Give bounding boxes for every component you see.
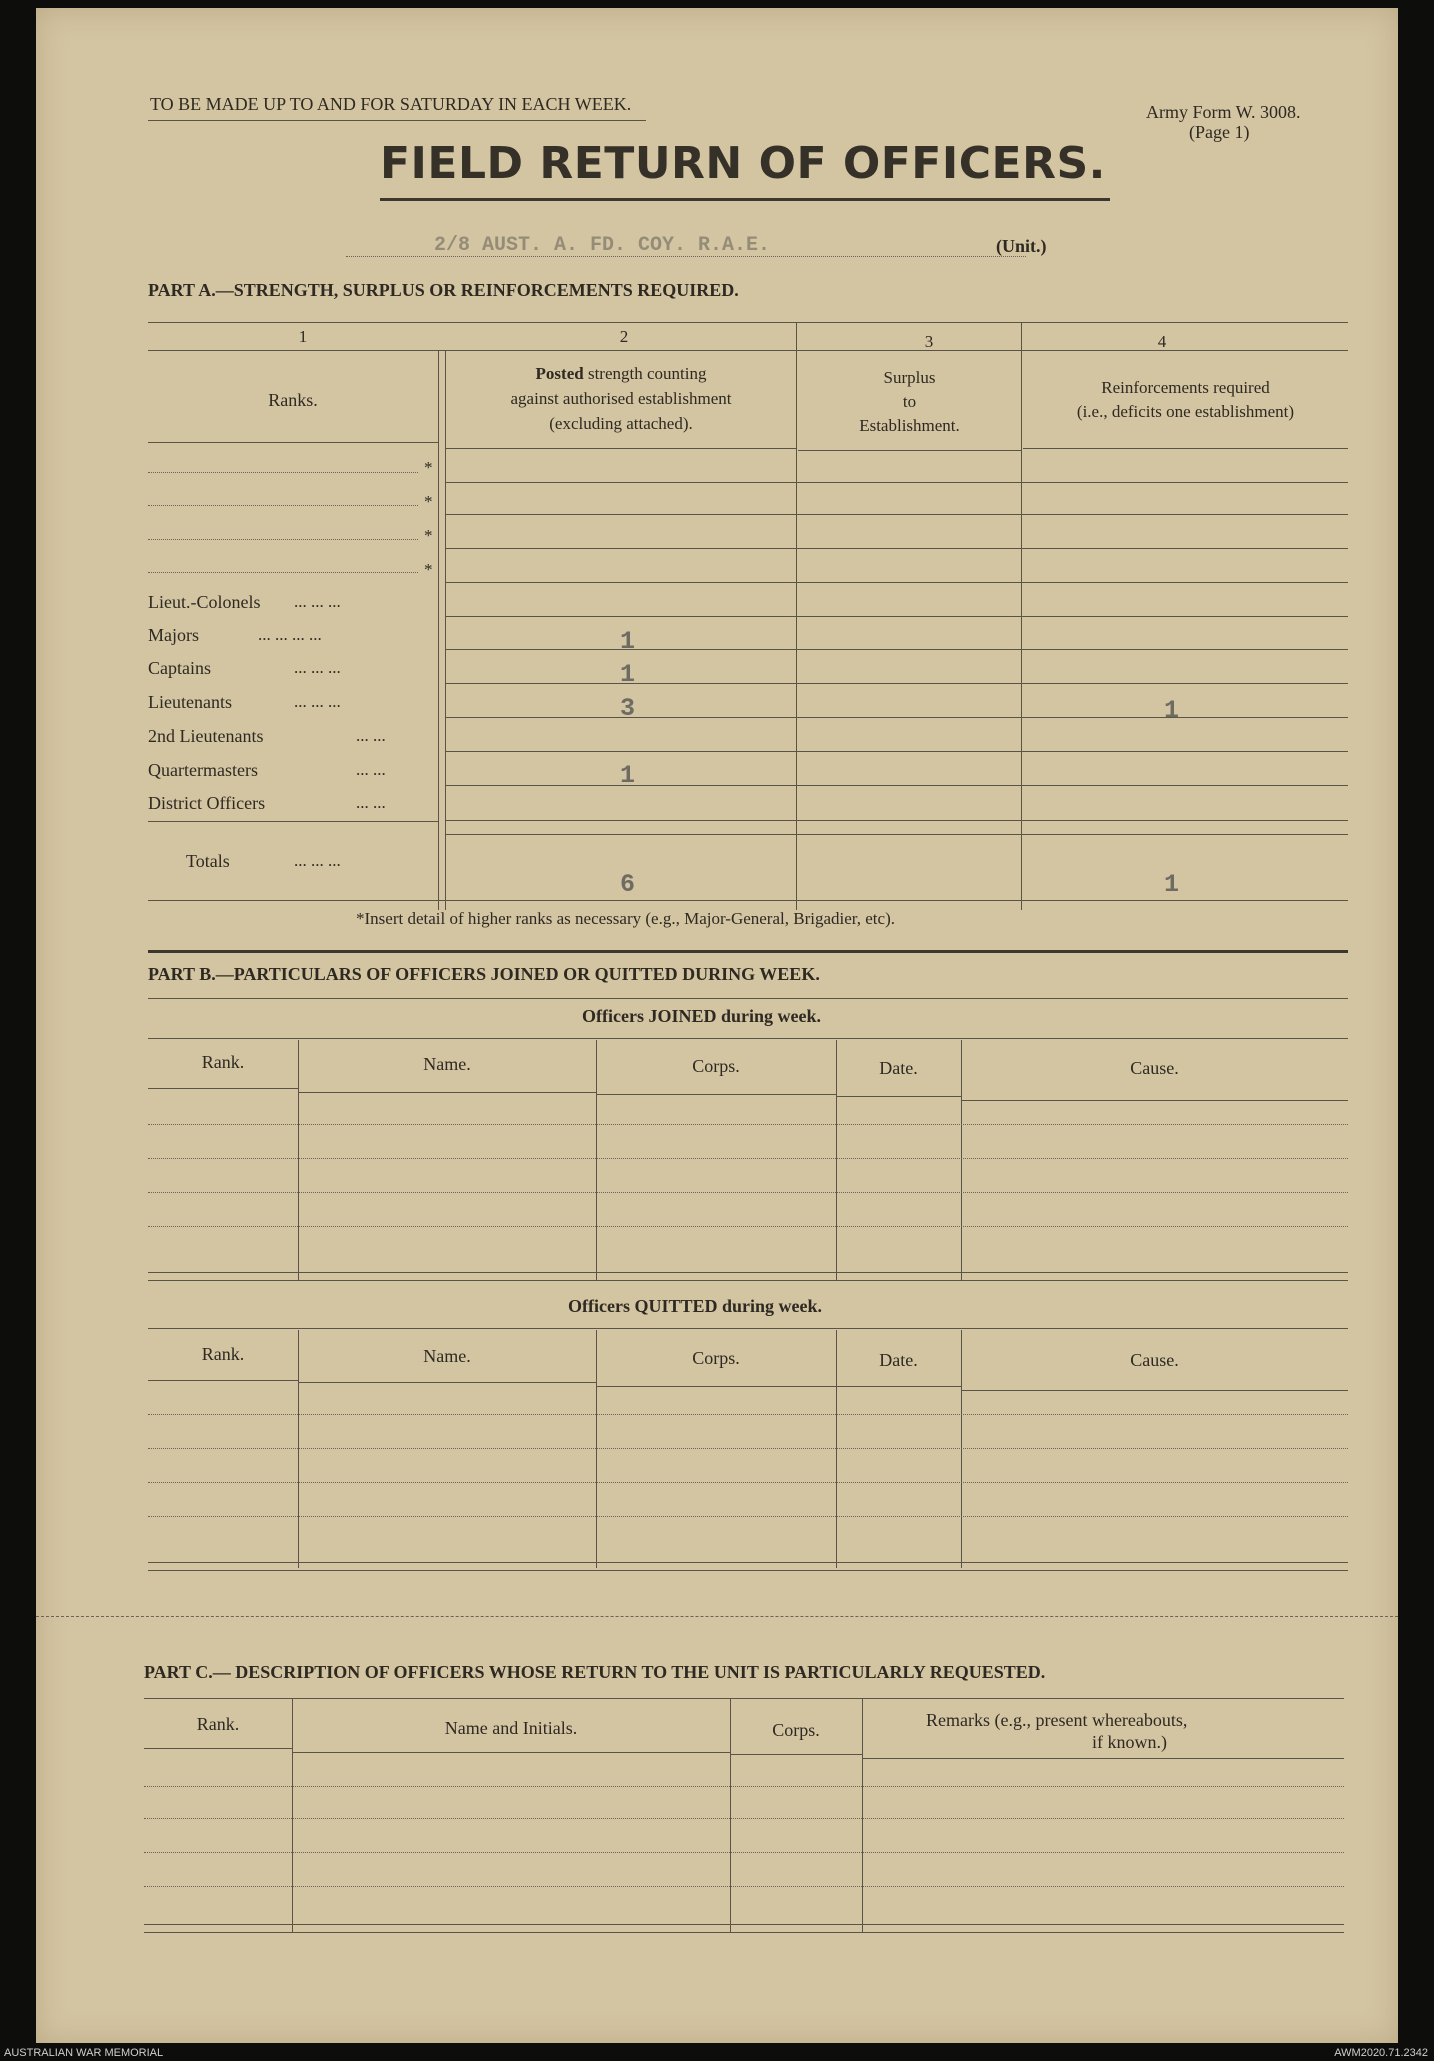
part-c-col-corps: Corps.	[772, 1720, 820, 1740]
col-number-4: 4	[1157, 332, 1167, 351]
grid-row-rule	[446, 683, 1348, 684]
joined-subheader-rule	[596, 1094, 836, 1095]
perforation-line	[36, 1616, 1398, 1617]
part-c-col-rank: Rank.	[196, 1714, 240, 1734]
posted-header-bold: Posted	[535, 364, 584, 383]
joined-subheader-rule	[148, 1088, 298, 1089]
joined-col-name: Name.	[423, 1054, 471, 1074]
quitted-col-corps: Corps.	[692, 1348, 740, 1368]
col-number-2: 2	[619, 327, 629, 346]
reinf-lieutenants: 1	[1164, 696, 1180, 725]
unit-line	[346, 256, 1026, 257]
grid-row-rule	[446, 649, 1348, 650]
surplus-header-3: Establishment.	[859, 416, 960, 435]
rank-dots: ... ... ...	[294, 692, 341, 711]
rank-label: Lieutenants	[148, 692, 232, 712]
grid-row-rule	[446, 548, 1348, 549]
posted-header-2: against authorised establishment	[510, 389, 732, 408]
posted-majors: 1	[620, 627, 636, 656]
joined-col-date: Date.	[879, 1058, 918, 1078]
totals-top-rule	[446, 834, 1348, 835]
posted-quartermasters: 1	[620, 761, 636, 790]
col-number-1: 1	[298, 327, 308, 346]
quitted-bottom-rule-2	[148, 1570, 1348, 1571]
grid-row-rule	[446, 514, 1348, 515]
rank-dots: ... ... ...	[294, 658, 341, 677]
part-a-top-rule	[148, 322, 1348, 323]
totals-label: Totals	[186, 851, 230, 871]
quitted-title: Officers QUITTED during week.	[568, 1296, 822, 1316]
joined-col-cause: Cause.	[1130, 1058, 1179, 1078]
part-c-subheader-rule	[144, 1748, 292, 1749]
archive-credit: AUSTRALIAN WAR MEMORIAL	[4, 2047, 164, 2059]
totals-dots: ... ... ...	[294, 851, 341, 870]
part-a-heading: PART A.—STRENGTH, SURPLUS OR REINFORCEMENTS REQUIRED.	[148, 280, 739, 300]
part-c-row-rule	[144, 1786, 1344, 1787]
surplus-header-1: Surplus	[883, 368, 936, 387]
ranks-bottom-rule	[148, 821, 438, 822]
instruction-text: TO BE MADE UP TO AND FOR SATURDAY IN EACH WEEK.	[150, 94, 632, 114]
grid-row-rule	[446, 820, 1348, 821]
rank-dots: ... ... ... ...	[258, 625, 322, 644]
part-a-number-rule	[148, 350, 1348, 351]
quitted-row-rule	[148, 1414, 1348, 1415]
form-number: Army Form W. 3008.	[1146, 102, 1301, 122]
quitted-subheader-rule	[298, 1382, 596, 1383]
quitted-bottom-rule	[148, 1562, 1348, 1563]
joined-subheader-rule	[298, 1092, 596, 1093]
quitted-header-top	[148, 1328, 1348, 1329]
part-b-heading: PART B.—PARTICULARS OF OFFICERS JOINED OR QUITTED DURING WEEK.	[148, 964, 820, 984]
joined-row-rule	[148, 1124, 1348, 1125]
quitted-subheader-rule	[836, 1386, 961, 1387]
grid-row-rule	[446, 616, 1348, 617]
part-c-row-rule	[144, 1818, 1344, 1819]
rank-label: Captains	[148, 658, 211, 678]
star-mark: *	[424, 526, 433, 545]
rank-dots: ... ... ...	[294, 592, 341, 611]
part-c-col-remarks-2: if known.)	[1092, 1732, 1167, 1752]
footnote: *Insert detail of higher ranks as necessary (e.g., Major-General, Brigadier, etc).	[356, 909, 895, 928]
grid-row-rule	[446, 785, 1348, 786]
posted-header-line1: strength counting	[587, 364, 707, 383]
rank-label: Majors	[148, 625, 199, 645]
rank-dots: ... ...	[356, 760, 386, 779]
part-a-divider-1b	[445, 350, 446, 910]
form-title: FIELD RETURN OF OFFICERS.	[380, 138, 1106, 189]
joined-row-rule	[148, 1192, 1348, 1193]
quitted-row-rule	[148, 1516, 1348, 1517]
title-underline	[380, 198, 1110, 201]
page-number: (Page 1)	[1189, 122, 1250, 142]
reinf-total: 1	[1164, 870, 1180, 899]
unit-label: (Unit.)	[996, 236, 1047, 256]
star-mark: *	[424, 560, 433, 579]
form-sheet	[36, 8, 1398, 2043]
ranks-header-rule	[148, 442, 438, 443]
joined-col-divider	[298, 1040, 299, 1280]
part-c-col-name: Name and Initials.	[444, 1718, 578, 1738]
joined-bottom-rule	[148, 1272, 1348, 1273]
part-c-heading: PART C.— DESCRIPTION OF OFFICERS WHOSE RETURN TO THE UNIT IS PARTICULARLY REQUESTED.	[144, 1662, 1046, 1682]
posted-captains: 1	[620, 660, 636, 689]
joined-subheader-rule	[961, 1100, 1348, 1101]
part-c-subheader-rule	[730, 1754, 862, 1755]
joined-col-corps: Corps.	[692, 1056, 740, 1076]
rank-label: 2nd Lieutenants	[148, 726, 264, 746]
joined-row-rule	[148, 1158, 1348, 1159]
posted-header-1	[446, 364, 796, 384]
quitted-row-rule	[148, 1448, 1348, 1449]
quitted-subheader-rule	[961, 1390, 1348, 1391]
rank-label: District Officers	[148, 793, 266, 813]
rank-dots: ... ...	[356, 726, 386, 745]
part-c-top-rule	[144, 1698, 1344, 1699]
part-c-row-rule	[144, 1852, 1344, 1853]
blank-rank-line	[148, 539, 418, 540]
surplus-header-2: to	[902, 392, 917, 411]
joined-col-rank: Rank.	[201, 1052, 245, 1072]
unit-value: 2/8 AUST. A. FD. COY. R.A.E.	[434, 234, 771, 257]
blank-rank-line	[148, 572, 418, 573]
rank-label: Lieut.-Colonels	[148, 592, 261, 612]
grid-row-rule	[446, 482, 1348, 483]
quitted-col-rank: Rank.	[201, 1344, 245, 1364]
rank-dots: ... ...	[356, 793, 386, 812]
part-c-subheader-rule	[292, 1752, 730, 1753]
blank-rank-line	[148, 472, 418, 473]
part-c-bottom-rule-2	[144, 1932, 1344, 1933]
col-number-3: 3	[924, 332, 934, 351]
quitted-subheader-rule	[596, 1386, 836, 1387]
reinf-header-2: (i.e., deficits one establishment)	[1076, 402, 1295, 421]
grid-row-rule	[446, 751, 1348, 752]
part-a-bottom-rule	[148, 900, 1348, 901]
star-mark: *	[424, 492, 433, 511]
posted-total: 6	[620, 870, 636, 899]
joined-subheader-rule	[836, 1096, 961, 1097]
surplus-header-rule	[798, 450, 1021, 451]
joined-header-top	[148, 1038, 1348, 1039]
part-c-col-remarks-1: Remarks (e.g., present whereabouts,	[926, 1710, 1188, 1730]
part-c-bottom-rule	[144, 1924, 1344, 1925]
grid-row-rule	[446, 582, 1348, 583]
part-c-subheader-rule	[862, 1758, 1344, 1759]
grid-row-rule	[446, 717, 1348, 718]
reinf-header-1: Reinforcements required	[1101, 378, 1270, 397]
instruction-underline	[148, 120, 646, 121]
part-a-end-rule	[148, 950, 1348, 953]
rank-label: Quartermasters	[148, 760, 258, 780]
quitted-row-rule	[148, 1482, 1348, 1483]
posted-header-3: (excluding attached).	[549, 414, 693, 433]
quitted-col-cause: Cause.	[1130, 1350, 1179, 1370]
archive-reference: AWM2020.71.2342	[1334, 2047, 1428, 2059]
posted-header-rule	[446, 448, 796, 449]
reinf-header-rule	[1023, 448, 1348, 449]
quitted-col-name: Name.	[423, 1346, 471, 1366]
star-mark: *	[424, 458, 433, 477]
part-c-col-divider	[862, 1698, 863, 1932]
part-a-divider-1	[438, 350, 439, 910]
quitted-subheader-rule	[148, 1380, 298, 1381]
joined-bottom-rule-2	[148, 1280, 1348, 1281]
posted-lieutenants: 3	[620, 694, 636, 723]
part-b-top-rule	[148, 998, 1348, 999]
joined-row-rule	[148, 1226, 1348, 1227]
quitted-col-date: Date.	[879, 1350, 918, 1370]
part-c-row-rule	[144, 1886, 1344, 1887]
ranks-header: Ranks.	[268, 390, 318, 410]
joined-title: Officers JOINED during week.	[582, 1006, 821, 1026]
blank-rank-line	[148, 505, 418, 506]
